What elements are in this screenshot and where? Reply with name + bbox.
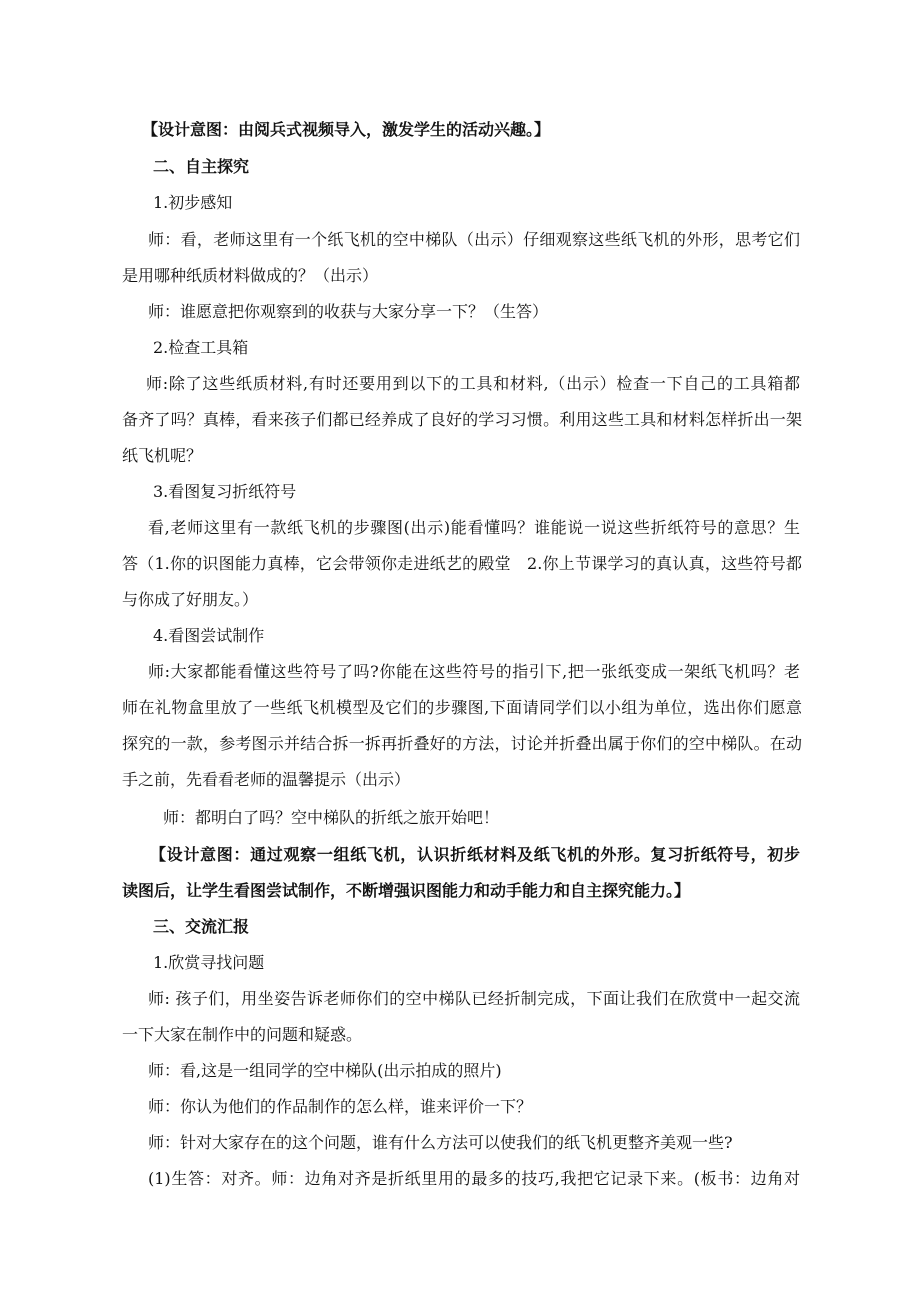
sub-1-heading: 1.初步感知 <box>153 193 233 212</box>
design-intent-2: 【设计意图：通过观察一组纸飞机，认识折纸材料及纸飞机的外形。复习折纸符号，初步 <box>150 845 800 864</box>
paragraph-line: 一下大家在制作中的问题和疑惑。 <box>122 1025 363 1044</box>
paragraph-line: 看,老师这里有一款纸飞机的步骤图(出示)能看懂吗？谁能说一说这些折纸符号的意思？生 <box>148 518 800 537</box>
design-intent-1: 【设计意图：由阅兵式视频导入，激发学生的活动兴趣。】 <box>142 120 551 139</box>
sub-2-heading: 2.检查工具箱 <box>153 338 249 357</box>
paragraph-line: 是用哪种纸质材料做成的？（出示） <box>122 266 379 285</box>
paragraph-line: 师：谁愿意把你观察到的收获与大家分享一下？（生答） <box>148 302 549 321</box>
section-3-heading: 三、交流汇报 <box>153 917 250 936</box>
paragraph-line: 师: 孩子们，用坐姿告诉老师你们的空中梯队已经折制完成，下面让我们在欣赏中一起交流 <box>148 989 800 1008</box>
paragraph-line: 答（1.你的识图能力真棒，它会带领你走进纸艺的殿堂 2.你上节课学习的真认真，这些符号都 <box>122 554 802 573</box>
sub-4-heading: 4.看图尝试制作 <box>153 626 265 645</box>
design-intent-2-continued: 读图后，让学生看图尝试制作，不断增强识图能力和动手能力和自主探究能力。】 <box>122 881 691 900</box>
sub-3-heading: 3.看图复习折纸符号 <box>153 482 297 501</box>
sub-5-heading: 1.欣赏寻找问题 <box>153 953 265 972</box>
paragraph-line: 师:大家都能看懂这些符号了吗?你能在这些符号的指引下,把一张纸变成一架纸飞机吗？老 <box>148 662 800 681</box>
paragraph-line: 师：看,这是一组同学的空中梯队(出示拍成的照片) <box>148 1061 502 1080</box>
paragraph-line: 师：看，老师这里有一个纸飞机的空中梯队（出示）仔细观察这些纸飞机的外形，思考它们 <box>148 230 800 249</box>
paragraph-line: 师:除了这些纸质材料,有时还要用到以下的工具和材料,（出示）检查一下自己的工具箱都 <box>146 374 800 393</box>
paragraph-line: 师：你认为他们的作品制作的怎么样，谁来评价一下？ <box>148 1097 533 1116</box>
paragraph-line: 纸飞机呢？ <box>122 446 203 465</box>
paragraph-line: 师在礼物盒里放了一些纸飞机模型及它们的步骤图,下面请同学们以小组为单位，选出你们愿意 <box>122 698 802 717</box>
paragraph-line: 手之前，先看看老师的温馨提示（出示） <box>122 770 411 789</box>
paragraph-line: 师：针对大家存在的这个问题，谁有什么方法可以使我们的纸飞机更整齐美观一些? <box>148 1133 733 1152</box>
paragraph-line: 师：都明白了吗？空中梯队的折纸之旅开始吧！ <box>163 808 500 827</box>
paragraph-line: 探究的一款，参考图示并结合拆一拆再折叠好的方法，讨论并折叠出属于你们的空中梯队。在动 <box>122 734 802 753</box>
paragraph-line: 备齐了吗？真棒，看来孩子们都已经养成了良好的学习习惯。利用这些工具和材料怎样折出一架 <box>122 410 802 429</box>
paragraph-line: (1)生答：对齐。师：边角对齐是折纸里用的最多的技巧,我把它记录下来。(板书：边角对 <box>148 1169 800 1188</box>
section-2-heading: 二、自主探究 <box>153 157 250 176</box>
paragraph-line: 与你成了好朋友。） <box>122 590 259 609</box>
